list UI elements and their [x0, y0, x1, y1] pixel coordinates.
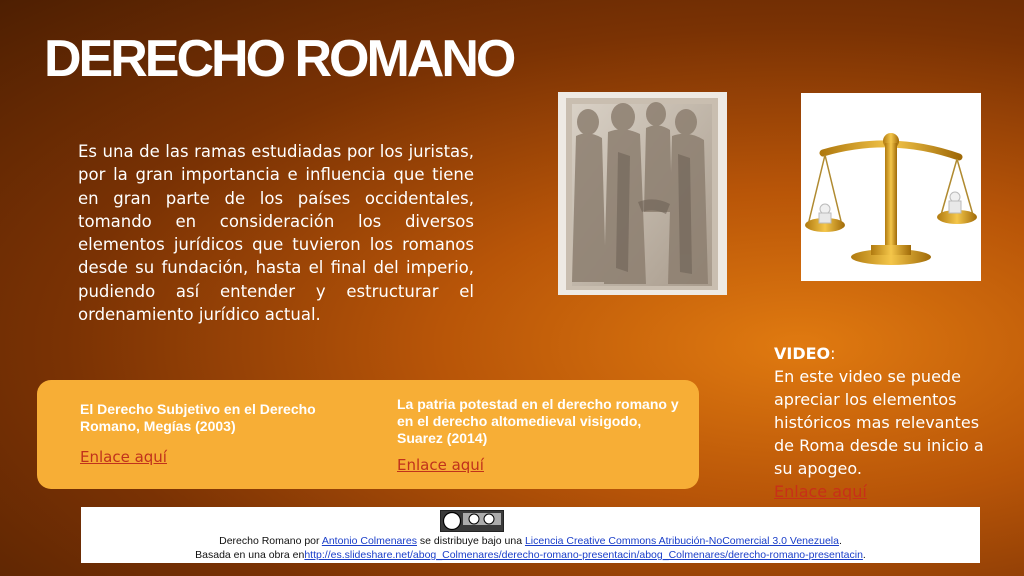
- reference-1-title: El Derecho Subjetivo en el Derecho Romano, Megías (2003): [80, 401, 316, 434]
- video-heading: VIDEO: [774, 344, 831, 363]
- reference-1-link[interactable]: Enlace aquí: [80, 448, 167, 466]
- license-link[interactable]: Licencia Creative Commons Atribución-NoComercial 3.0 Venezuela: [524, 535, 839, 547]
- video-description: En este video se puede apreciar los elementos históricos mas relevantes de Roma desde su inicio a su apogeo.: [774, 367, 984, 478]
- cc-badge-graphic: [441, 511, 503, 531]
- balance-scale-icon: [801, 93, 981, 281]
- cc-by-nc-icon[interactable]: [440, 510, 504, 532]
- license-prefix: Derecho Romano por: [219, 535, 322, 547]
- source-prefix: Basada en una obra en: [195, 549, 305, 561]
- license-footer: [81, 507, 980, 563]
- source-end: .: [862, 549, 866, 561]
- video-link[interactable]: Enlace aquí: [774, 482, 867, 501]
- license-middle: se distribuye bajo una: [416, 535, 525, 547]
- source-link[interactable]: http://es.slideshare.net/abog_Colmenares/derecho-romano-presentacin/abog_Colmenares/derecho-romano-presentacin: [304, 549, 863, 561]
- video-section: [774, 342, 994, 503]
- license-end: .: [838, 535, 842, 547]
- reference-2-link[interactable]: Enlace aquí: [397, 456, 484, 474]
- author-link[interactable]: Antonio Colmenares: [321, 535, 417, 547]
- video-heading-line: [774, 342, 994, 365]
- roman-relief-drawing: [558, 92, 727, 295]
- source-line: [81, 549, 980, 561]
- license-line: [81, 535, 980, 547]
- roman-relief-image: [558, 92, 727, 295]
- reference-2-title: La patria potestad en el derecho romano y en el derecho altomedieval visigodo, Suarez (2014): [397, 396, 679, 446]
- slide-title: DERECHO ROMANO: [44, 30, 514, 88]
- intro-paragraph: Es una de las ramas estudiadas por los juristas, por la gran importancia e influencia que tiene en gran parte de los países occidentales, tomando en consideración los diversos elementos jurídicos que tuvieron los romanos desde su fundación, hasta el final del imperio, pudiendo así entender y estructurar el ordenamiento jurídico actual.: [78, 142, 474, 325]
- references-panel: [37, 380, 699, 489]
- balance-scale-image: [801, 93, 981, 281]
- video-heading-colon: :: [830, 344, 836, 363]
